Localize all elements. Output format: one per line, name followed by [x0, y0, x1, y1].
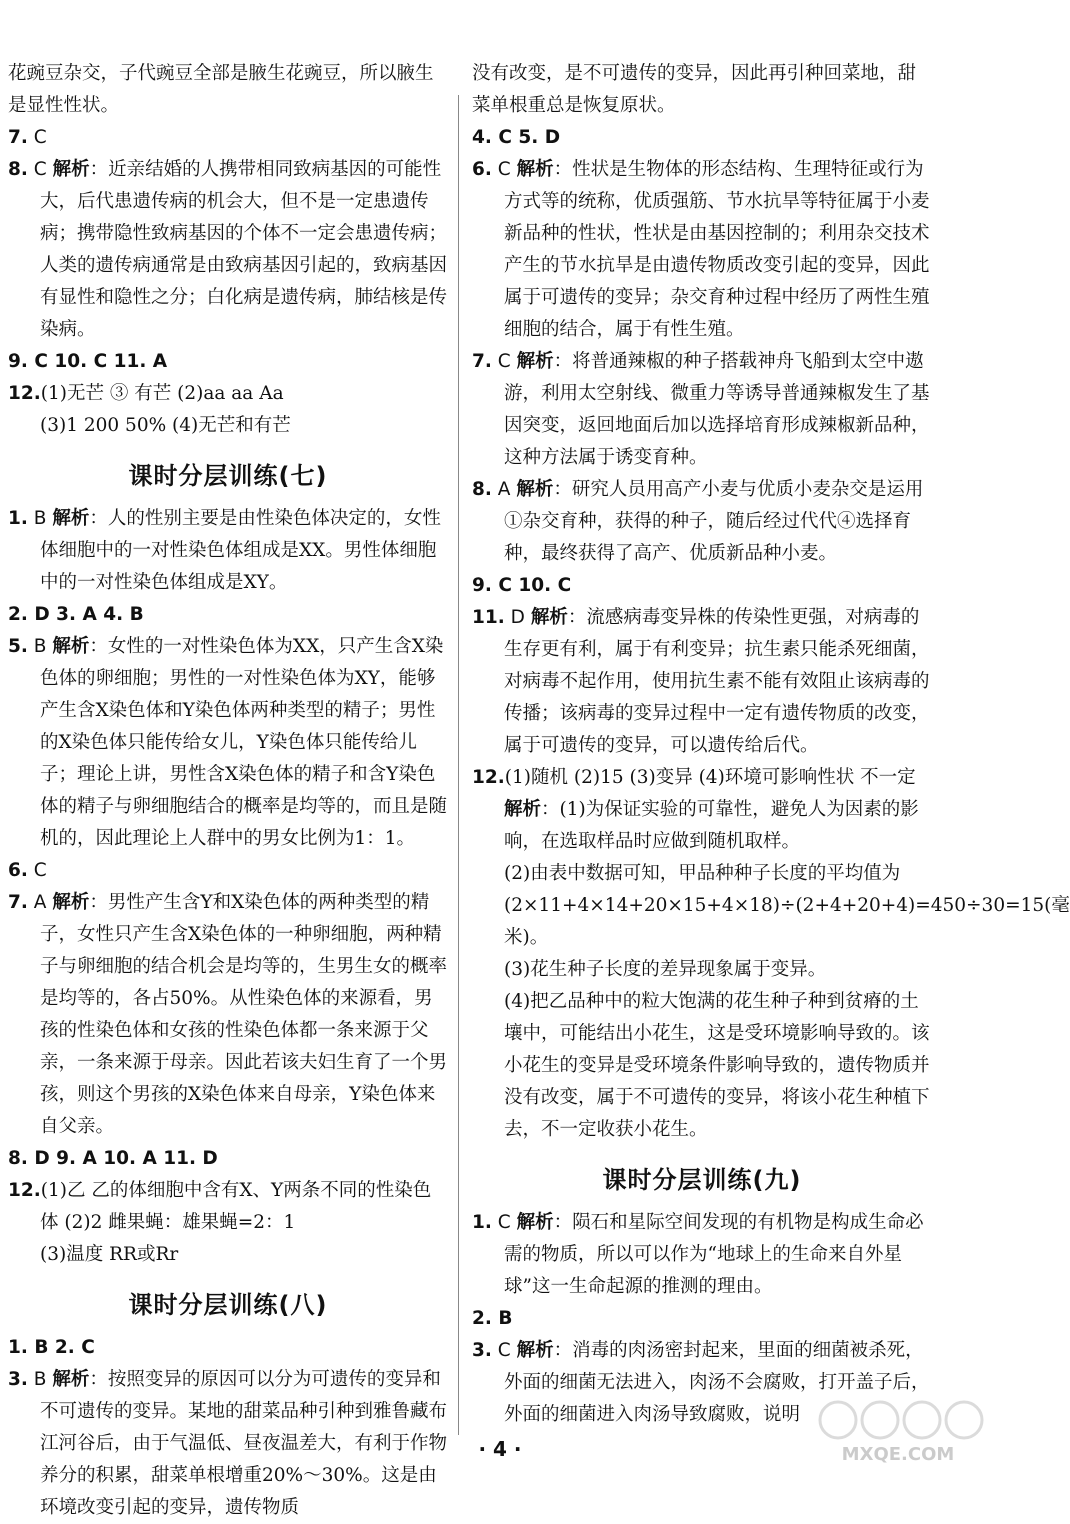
answer-text: (3)1 200 50% (4)无芒和有芒 [40, 415, 291, 436]
answer-item: 1. C 解析：陨石和星际空间发现的有机物是构成生命必需的物质，所以可以作为“地球上的生命来自外星球”这一生命起源的推测的理由。 [472, 1212, 924, 1297]
svg-text:MXQE.COM: MXQE.COM [841, 1444, 955, 1465]
question-number: 12. [472, 767, 505, 788]
answer-item [8, 378, 448, 410]
answer-item: 3. B 解析：按照变异的原因可以分为可遗传的变异和不可遗传的变异。某地的甜菜品种引种到雅鲁藏布江河谷后，由于气温低、昼夜温差大，有利于作物养分的积累，甜菜单根增重20%～30%。这是由环境改变引起的变异，遗传物质 [8, 1369, 448, 1518]
answer-item: 8. A 解析：研究人员用高产小麦与优质小麦杂交是运用①杂交育种，获得的种子，随后经过代代④选择育种，最终获得了高产、优质新品种小麦。 [472, 479, 924, 564]
answer-item: 6. C 解析：性状是生物体的形态结构、生理特征或行为方式等的统称，优质强筋、节水抗旱等特征属于小麦新品种的性状，性状是由基因控制的；利用杂交技术产生的节水抗旱是由遗传物质改变引起的变异，因此属于可遗传的变异；杂交育种过程中经历了两性生殖细胞的结合，属于有性生殖。 [472, 159, 930, 340]
answer-choice: B [33, 636, 47, 657]
answer-row-text: 2. D 3. A 4. B [8, 604, 144, 625]
section-title: 课时分层训练(八) [128, 1291, 328, 1319]
answer-row [8, 599, 448, 631]
question-number: 7. [8, 892, 28, 913]
question-number: 12. [8, 383, 41, 404]
answer-text: (2)由表中数据可知，甲品种种子长度的平均值为(2×11+4×14+20×15+4×18)÷(2+4+20+4)=450÷30=15(毫米)。 [504, 863, 1070, 948]
answer-row [8, 1143, 448, 1175]
answer-choice: C [33, 159, 47, 180]
answer-row-text: 4. C 5. D [472, 127, 561, 148]
answer-choice: C [497, 159, 511, 180]
analysis-label: 解析 [516, 479, 554, 500]
answer-item [472, 986, 932, 1146]
answer-item [472, 954, 932, 986]
answer-row-text: 1. B 2. C [8, 1337, 95, 1358]
answer-item [472, 762, 932, 794]
answer-choice: B [33, 508, 47, 529]
question-number: 3. [472, 1340, 492, 1361]
question-number: 12. [8, 1180, 41, 1201]
answer-item: 5. B 解析：女性的一对性染色体为XX，只产生含X染色体的卵细胞；男性的一对性染色体为XY，能够产生含X染色体和Y染色体两种类型的精子；男性的X染色体只能传给女儿，Y染色体只能传给儿子；理论上讲，男性含X染色体的精子和含Y染色体的精子与卵细胞结合的概率是均等的，而且是随机的，因此理论上人群中的男女比例为1：1。 [8, 636, 448, 849]
answer-item [8, 1239, 448, 1271]
analysis-label: 解析 [52, 636, 90, 657]
answer-row [8, 346, 448, 378]
question-number: 5. [8, 636, 28, 657]
answer-choice: C [497, 1212, 511, 1233]
answer-row [472, 570, 932, 602]
question-number: 7. [8, 127, 28, 148]
answer-item [8, 855, 448, 887]
analysis-label: 解析 [52, 1369, 90, 1390]
question-number: 8. [8, 159, 28, 180]
analysis-label: 解析 [516, 159, 554, 180]
answer-text: (1)乙 乙的体细胞中含有X、Y两条不同的性染色体 (2)2 雌果蝇：雄果蝇=2：1 [40, 1180, 432, 1233]
answer-item [472, 858, 1070, 954]
analysis-label: 解析 [516, 1340, 554, 1361]
question-number: 3. [8, 1369, 28, 1390]
analysis-label: 解析 [52, 892, 90, 913]
analysis-label: 解析 [516, 1212, 554, 1233]
answer-item: 8. C 解析：近亲结婚的人携带相同致病基因的可能性大，后代患遗传病的机会大，但不是一定患遗传病；携带隐性致病基因的个体不一定会患遗传病；人类的遗传病通常是由致病基因引起的，致病基因有显性和隐性之分；白化病是遗传病，肺结核是传染病。 [8, 159, 448, 340]
answer-text: 按照变异的原因可以分为可遗传的变异和不可遗传的变异。某地的甜菜品种引种到雅鲁藏布江河谷后，由于气温低、昼夜温差大，有利于作物养分的积累，甜菜单根增重20%～30%。这是由环境改变引起的变异，遗传物质 [40, 1369, 448, 1518]
answer-row [472, 122, 932, 154]
answer-text: 近亲结婚的人携带相同致病基因的可能性大，后代患遗传病的机会大，但不是一定患遗传病；携带隐性致病基因的个体不一定会患遗传病；人类的遗传病通常是由致病基因引起的，致病基因有显性和隐性之分；白化病是遗传病，肺结核是传染病。 [40, 159, 448, 340]
answer-item [8, 1175, 448, 1239]
answer-text: (3)花生种子长度的差异现象属于变异。 [504, 959, 827, 980]
answer-row [472, 1303, 932, 1335]
answer-text: 花豌豆杂交，子代豌豆全部是腋生花豌豆，所以腋生是显性性状。 [8, 63, 434, 116]
analysis-label: 解析 [530, 607, 568, 628]
answer-choice: B [33, 1369, 47, 1390]
question-number: 11. [472, 607, 505, 628]
answer-item: 7. C 解析：将普通辣椒的种子搭载神舟飞船到太空中遨游，利用太空射线、微重力等诱导普通辣椒发生了基因突变，返回地面后加以选择培育形成辣椒新品种，这种方法属于诱变育种。 [472, 351, 930, 468]
answer-text: 性状是生物体的形态结构、生理特征或行为方式等的统称，优质强筋、节水抗旱等特征属于小麦新品种的性状，性状是由基因控制的；利用杂交技术产生的节水抗旱是由遗传物质改变引起的变异，因此属于可遗传的变异；杂交育种过程中经历了两性生殖细胞的结合，属于有性生殖。 [504, 159, 930, 340]
answer-row [8, 1332, 448, 1364]
column-divider [458, 95, 459, 1435]
answer-text: (1)为保证实验的可靠性，避免人为因素的影响，在选取样品时应做到随机取样。 [504, 799, 919, 852]
answer-text: (3)温度 RR或Rr [40, 1244, 179, 1265]
answer-choice: C [33, 860, 47, 881]
answer-choice: C [33, 127, 47, 148]
section-title: 课时分层训练(七) [128, 462, 328, 490]
right-column [472, 58, 1070, 1431]
answer-text: 男性产生含Y和X染色体的两种类型的精子，女性只产生含X染色体的一种卵细胞，两种精子与卵细胞的结合机会是均等的，生男生女的概率是均等的，各占50%。从性染色体的来源看，男孩的性染色体和女孩的性染色体都一条来源于父亲，一条来源于母亲。因此若该夫妇生育了一个男孩，则这个男孩的X染色体来自母亲，Y染色体来自父亲。 [40, 892, 448, 1137]
question-number: 8. [472, 479, 492, 500]
question-number: 7. [472, 351, 492, 372]
answer-text: 将普通辣椒的种子搭载神舟飞船到太空中遨游，利用太空射线、微重力等诱导普通辣椒发生了基因突变，返回地面后加以选择培育形成辣椒新品种，这种方法属于诱变育种。 [504, 351, 930, 468]
answer-choice: C [497, 1340, 511, 1361]
answer-item [8, 122, 448, 154]
answer-item [472, 58, 932, 122]
answer-item: 3. C 解析：消毒的肉汤密封起来，里面的细菌被杀死，外面的细菌无法进入，肉汤不会腐败，打开盖子后，外面的细菌进入肉汤导致腐败，说明 [472, 1340, 930, 1425]
answer-choice: C [497, 351, 511, 372]
answer-item [8, 410, 448, 442]
answer-row-text: 9. C 10. C 11. A [8, 351, 168, 372]
section-title: 课时分层训练(九) [602, 1166, 802, 1194]
analysis-label: 解析 [516, 351, 554, 372]
page-number: · 4 · [478, 1437, 522, 1461]
answer-row-text: 2. B [472, 1308, 513, 1329]
answer-text: (1)随机 (2)15 (3)变异 (4)环境可影响性状 不一定 [504, 767, 916, 788]
answer-item: 解析：(1)为保证实验的可靠性，避免人为因素的影响，在选取样品时应做到随机取样。 [504, 799, 919, 852]
question-number: 6. [472, 159, 492, 180]
answer-text: 研究人员用高产小麦与优质小麦杂交是运用①杂交育种，获得的种子，随后经过代代④选择育种，最终获得了高产、优质新品种小麦。 [504, 479, 924, 564]
answer-text: (4)把乙品种中的粒大饱满的花生种子种到贫瘠的土壤中，可能结出小花生，这是受环境影响导致的。该小花生的变异是受环境条件影响导致的，遗传物质并没有改变，属于不可遗传的变异，将该小花生种植下去，不一定收获小花生。 [504, 991, 930, 1140]
question-number: 6. [8, 860, 28, 881]
left-column [8, 58, 448, 1524]
analysis-label: 解析 [504, 799, 542, 820]
answer-choice: A [33, 892, 47, 913]
answer-row-text: 9. C 10. C [472, 575, 572, 596]
answer-text: 消毒的肉汤密封起来，里面的细菌被杀死，外面的细菌无法进入，肉汤不会腐败，打开盖子后，外面的细菌进入肉汤导致腐败，说明 [504, 1340, 930, 1425]
answer-text: 人的性别主要是由性染色体决定的，女性体细胞中的一对性染色体组成是XX。男性体细胞中的一对性染色体组成是XY。 [40, 508, 441, 593]
question-number: 1. [8, 508, 28, 529]
answer-item: 11. D 解析：流感病毒变异株的传染性更强，对病毒的生存更有利，属于有利变异；抗生素只能杀死细菌，对病毒不起作用，使用抗生素不能有效阻止该病毒的传播；该病毒的变异过程中一定有遗传物质的改变，属于可遗传的变异，可以遗传给后代。 [472, 607, 930, 756]
answer-row-text: 8. D 9. A 10. A 11. D [8, 1148, 218, 1169]
answer-text: 陨石和星际空间发现的有机物是构成生命必需的物质，所以可以作为“地球上的生命来自外星球”这一生命起源的推测的理由。 [504, 1212, 924, 1297]
answer-choice: D [510, 607, 525, 628]
answer-text: 没有改变，是不可遗传的变异，因此再引种回菜地，甜菜单根重总是恢复原状。 [472, 63, 917, 116]
answer-item: 1. B 解析：人的性别主要是由性染色体决定的，女性体细胞中的一对性染色体组成是XX。男性体细胞中的一对性染色体组成是XY。 [8, 508, 441, 593]
answer-item [8, 58, 448, 122]
answer-text: 女性的一对性染色体为XX，只产生含X染色体的卵细胞；男性的一对性染色体为XY，能够产生含X染色体和Y染色体两种类型的精子；男性的X染色体只能传给女儿，Y染色体只能传给儿子；理论上讲，男性含X染色体的精子和含Y染色体的精子与卵细胞结合的概率是均等的，而且是随机的，因此理论上人群中的男女比例为1：1。 [40, 636, 448, 849]
question-number: 1. [472, 1212, 492, 1233]
analysis-label: 解析 [52, 159, 90, 180]
answer-item: 7. A 解析：男性产生含Y和X染色体的两种类型的精子，女性只产生含X染色体的一种卵细胞，两种精子与卵细胞的结合机会是均等的，生男生女的概率是均等的，各占50%。从性染色体的来源看，男孩的性染色体和女孩的性染色体都一条来源于父亲，一条来源于母亲。因此若该夫妇生育了一个男孩，则这个男孩的X染色体来自母亲，Y染色体来自父亲。 [8, 892, 448, 1137]
answer-text: 流感病毒变异株的传染性更强，对病毒的生存更有利，属于有利变异；抗生素只能杀死细菌，对病毒不起作用，使用抗生素不能有效阻止该病毒的传播；该病毒的变异过程中一定有遗传物质的改变，属于可遗传的变异，可以遗传给后代。 [504, 607, 930, 756]
watermark-logo [808, 1392, 988, 1470]
answer-choice: A [497, 479, 511, 500]
answer-text: (1)无芒 ③ 有芒 (2)aa aa Aa [40, 383, 284, 404]
analysis-label: 解析 [52, 508, 90, 529]
